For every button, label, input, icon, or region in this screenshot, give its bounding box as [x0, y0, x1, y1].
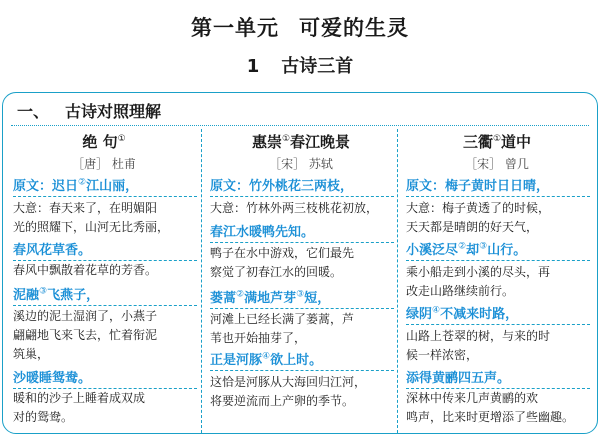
poem-column-3 — [402, 127, 592, 433]
footnote-mark: ② — [236, 289, 245, 300]
verse-line: 原文：梅子黄时日日晴， — [406, 175, 590, 197]
poem-column-1 — [9, 127, 199, 433]
lesson-name: 古诗三首 — [281, 56, 354, 77]
footnote-mark: ① — [281, 134, 291, 144]
section-title: 古诗对照理解 — [65, 102, 162, 121]
verse-line: 蒌蒿②满地芦芽③短， — [210, 287, 394, 309]
verse-line: 小溪泛尽②却③山行。 — [406, 239, 590, 261]
footnote-mark: ① — [492, 134, 502, 144]
poem-title: 三衢①道中 — [462, 133, 532, 151]
poem-author: ［宋］ 苏轼 — [269, 157, 333, 171]
footnote-mark: ④ — [262, 351, 271, 362]
column-divider — [201, 129, 202, 433]
verse-line: 沙暖睡鸳鸯。 — [13, 367, 197, 389]
footnote-mark: ① — [117, 134, 126, 144]
section-number: 一、 — [17, 102, 50, 121]
verse-meaning: 鸭子在水中游戏，它们最先 察觉了初春江水的回暖。 — [210, 246, 355, 279]
poem-title: 绝 句① — [82, 133, 126, 151]
poem-column-2 — [206, 127, 396, 433]
verse-meaning: 乘小船走到小溪的尽头，再 改走山路继续前行。 — [406, 265, 551, 298]
verse-meaning: 溪边的泥土湿润了，小燕子 翩翩地飞来飞去，忙着衔泥 筑巢， — [13, 309, 158, 361]
comparison-panel — [2, 92, 598, 434]
column-divider — [397, 129, 398, 433]
verse-meaning: 山路上苍翠的树，与来的时 候一样浓密， — [406, 329, 551, 362]
poem-title: 惠崇①春江晚景 — [251, 133, 351, 151]
poem-author: ［宋］ 曾几 — [465, 157, 529, 171]
verse-meaning: 暖和的沙子上睡着成双成 对的鸳鸯。 — [13, 391, 146, 424]
verse-line: 春风花草香。 — [13, 239, 197, 261]
verse-meaning: 大意：梅子黄透了的时候， 天天都是晴朗的好天气， — [406, 201, 551, 234]
verse-meaning: 大意：春天来了，在明媚阳 光的照耀下，山河无比秀丽， — [13, 201, 170, 234]
verse-line: 春江水暖鸭先知。 — [210, 221, 394, 243]
verse-line: 原文：竹外桃花三两枝， — [210, 175, 394, 197]
verse-line: 添得黄鹂四五声。 — [406, 367, 590, 389]
section-heading — [17, 99, 161, 122]
unit-number: 第一单元 — [191, 16, 279, 40]
footnote-mark: ③ — [479, 241, 488, 252]
divider — [11, 125, 589, 126]
verse-line: 原文：迟日②江山丽， — [13, 175, 197, 197]
verse-meaning: 春风中飘散着花草的芳香。 — [13, 263, 158, 277]
footnote-mark: ② — [78, 177, 87, 188]
footnote-mark: ③ — [296, 289, 305, 300]
verse-line: 正是河豚④欲上时。 — [210, 349, 394, 371]
verse-line: 绿阴④不减来时路， — [406, 303, 590, 325]
verse-meaning: 深林中传来几声黄鹂的欢 鸣声，比来时更增添了些幽趣。 — [406, 391, 575, 424]
verse-meaning: 大意：竹林外两三枝桃花初放， — [210, 201, 379, 215]
unit-name: 可爱的生灵 — [299, 16, 409, 40]
poem-author: ［唐］ 杜甫 — [72, 157, 136, 171]
lesson-number: 1 — [246, 56, 260, 77]
footnote-mark: ② — [458, 241, 467, 252]
verse-meaning: 河滩上已经长满了蒌蒿，芦 苇也开始抽芽了， — [210, 312, 355, 345]
lesson-title — [0, 52, 600, 78]
unit-title — [0, 12, 600, 42]
footnote-mark: ③ — [39, 286, 48, 297]
verse-meaning: 这恰是河豚从大海回归江河， 将要逆流而上产卵的季节。 — [210, 375, 367, 408]
footnote-mark: ④ — [432, 305, 441, 316]
verse-line: 泥融③飞燕子， — [13, 284, 197, 306]
